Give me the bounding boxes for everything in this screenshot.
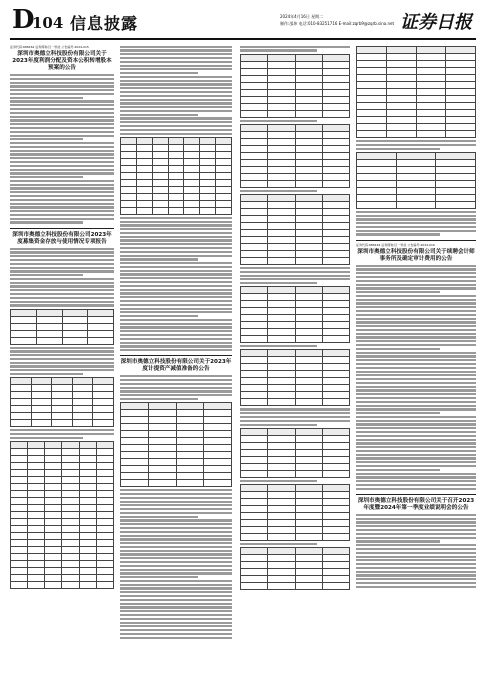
newspaper-logo: 证券日报 [400,12,472,33]
table-3f [240,428,350,478]
fund-table [10,309,114,345]
header-rule [10,38,476,40]
table-3d [240,286,350,343]
contact-line: 制作:邵炜 电话:010-83251716 E-mail:zqrb9@zqrb.sina.net [280,21,395,26]
stock-code-line: 证券代码:688162 证券简称:巨一科技 公告编号:2024-015 [10,45,89,49]
notice-title-auditor: 深圳市奥德立科技股份有限公司关于续聘会计师事务所及确定审计费用的公告 [357,248,475,262]
section-letter: D [12,5,35,35]
impairment-table [120,402,232,487]
table-3e [240,349,350,406]
column-2 [120,44,232,694]
column-4 [356,44,476,694]
section-title: 信息披露 [70,14,139,33]
table-4a [356,46,476,138]
table-3h [240,547,350,590]
body-text [10,248,114,307]
column-3 [240,44,350,694]
notice-title-fund-usage: 深圳市奥德立科技股份有限公司2023年度募集资金存放与使用情况专项报告 [12,231,112,245]
fund-summary-table [120,137,232,215]
notice-title-profit-distribution: 深圳市奥德立科技股份有限公司关于2023年度利润分配及资本公积转增股本预案的公告 [12,51,112,71]
table-3g [240,484,350,541]
body-text [10,74,114,224]
notice-title-earnings-call: 深圳市奥德立科技股份有限公司关于召开2023年度暨2024年第一季度业绩说明会的公告 [357,497,475,511]
table-3b [240,124,350,188]
project-table [10,377,114,427]
table-4b [356,152,476,209]
stock-code-line: 证券代码:688162 证券简称:巨一科技 公告编号:2024-016 [356,242,435,247]
column-1 [10,44,114,694]
page-number: 104 [32,14,64,32]
table-3c [240,194,350,265]
masthead [10,6,476,38]
detail-table [10,441,114,589]
date-line: 2024年4月16日 星期二 [280,14,324,19]
notice-title-impairment: 深圳市奥德立科技股份有限公司关于2023年度计提资产减值准备的公告 [120,359,232,373]
table-3a [240,54,350,118]
body-text [120,46,232,135]
